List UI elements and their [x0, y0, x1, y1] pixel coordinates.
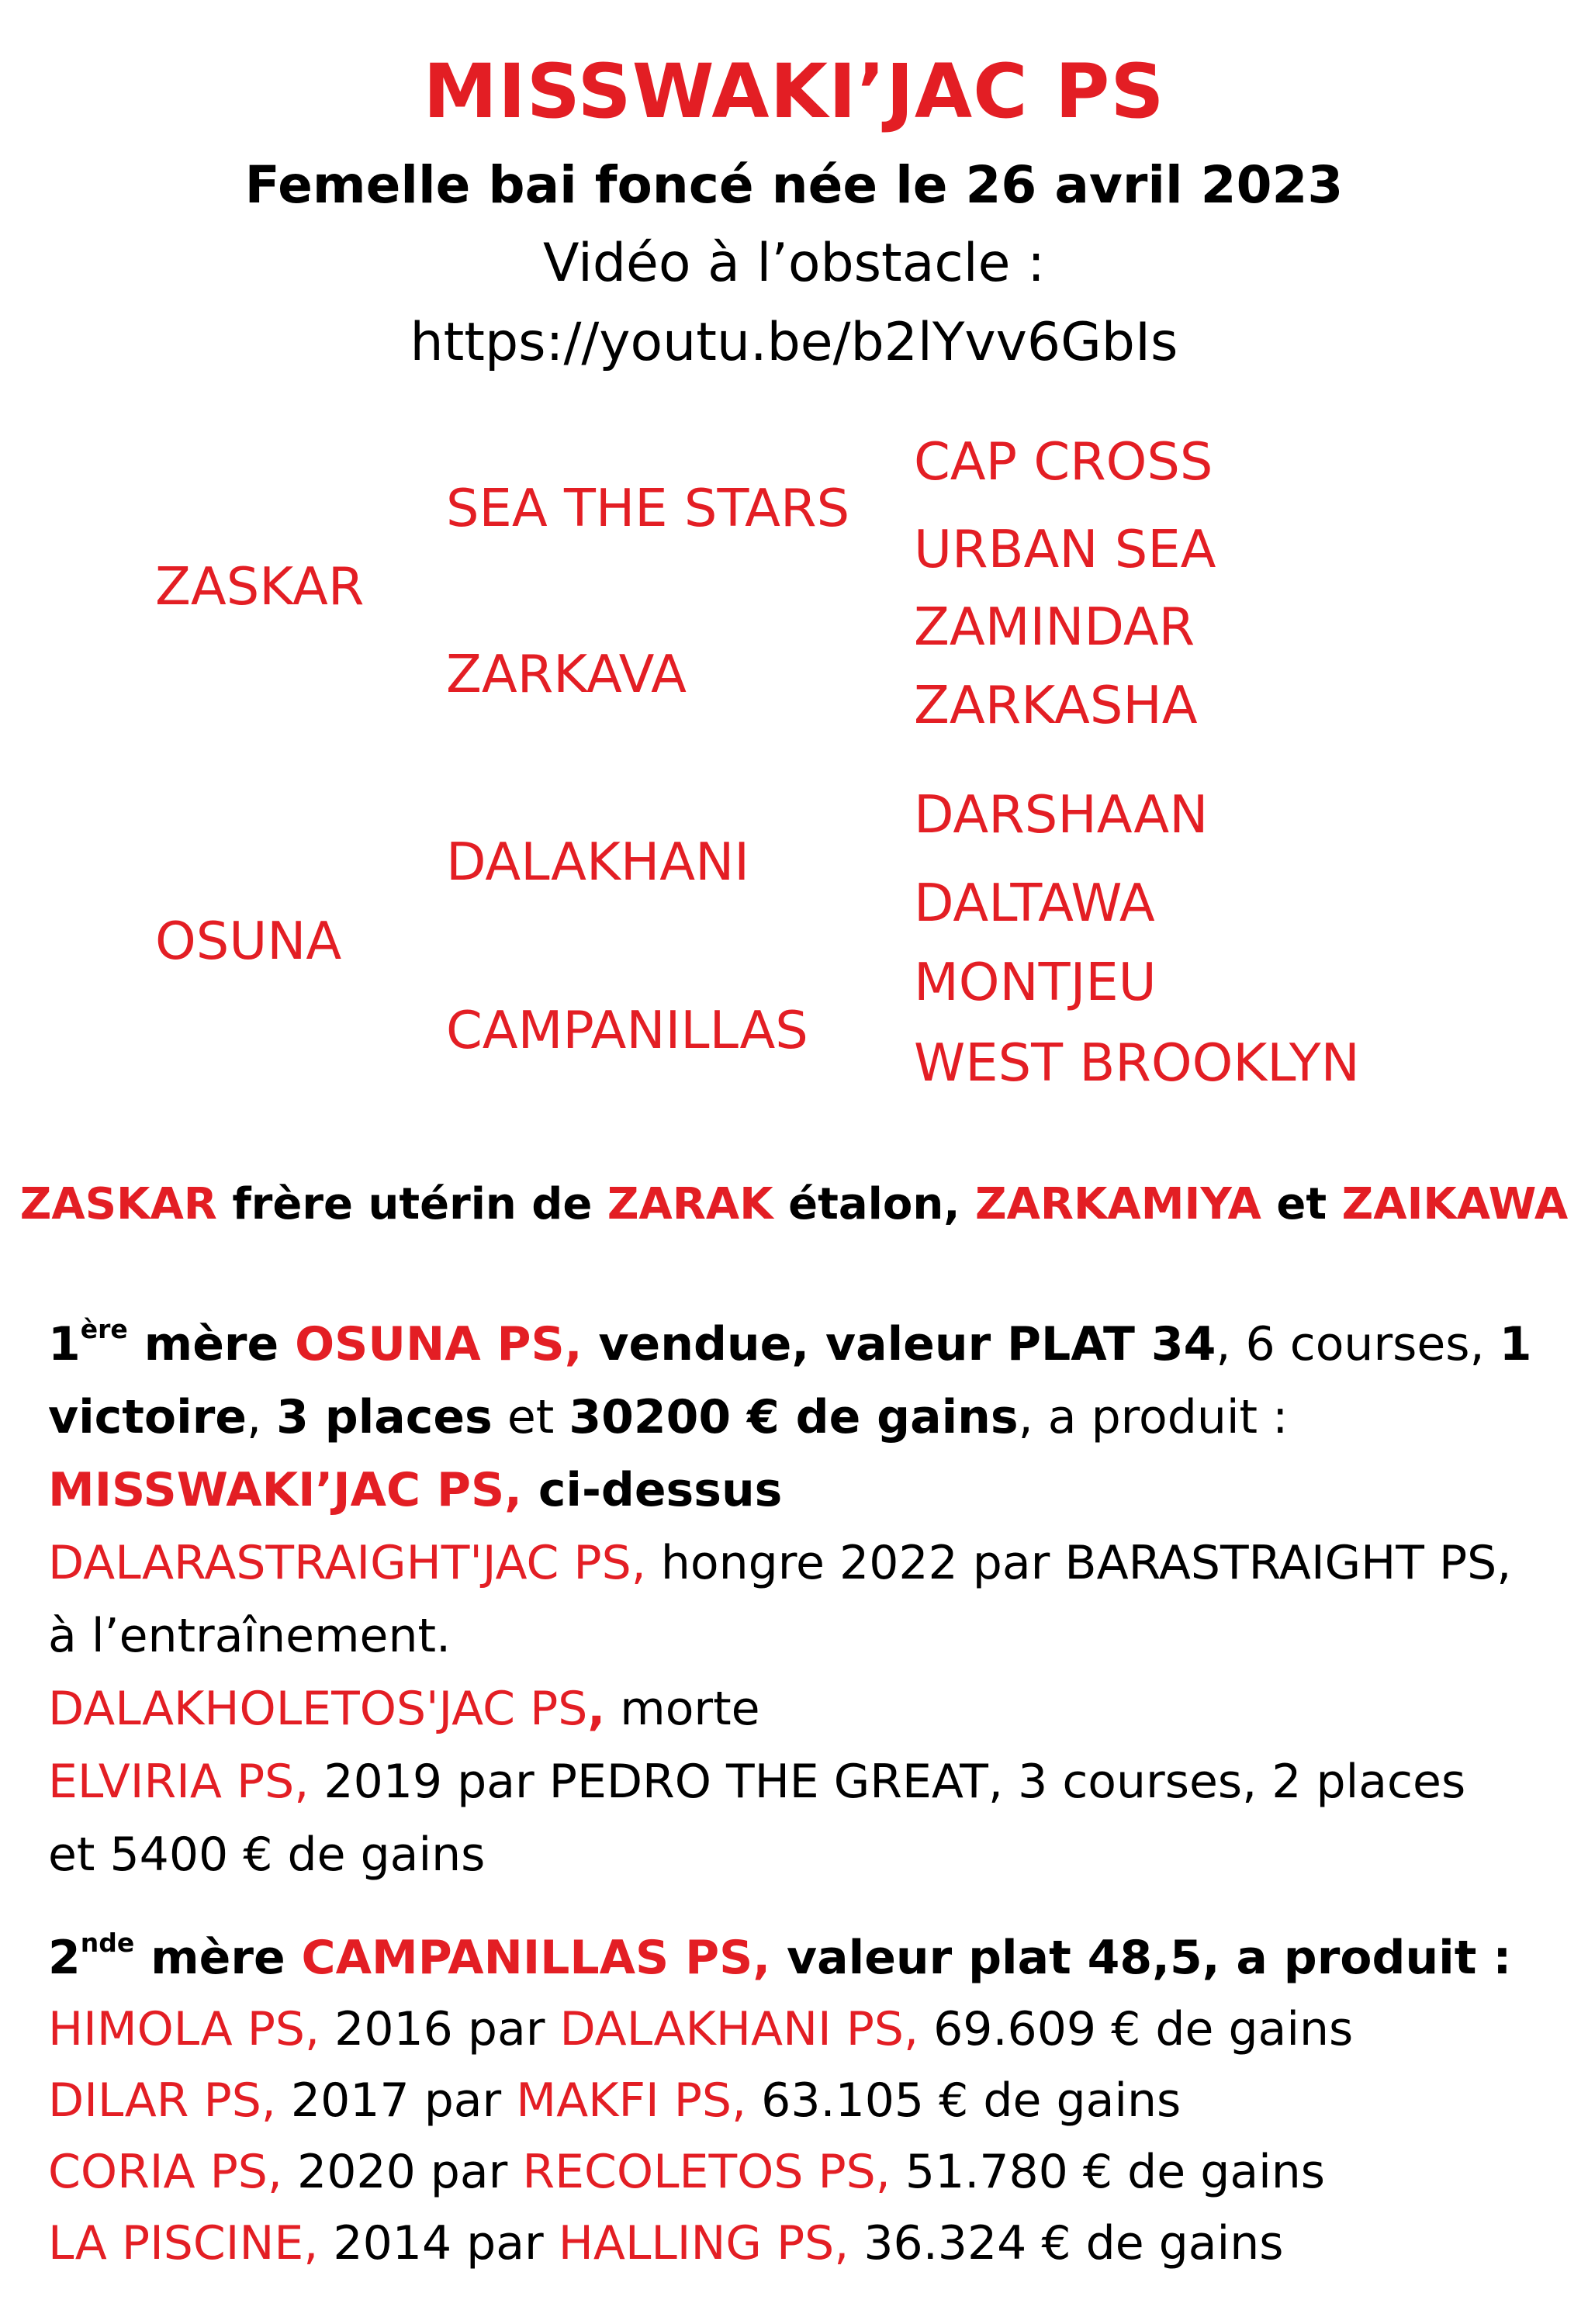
- produce-sire: MAKFI PS,: [516, 2073, 747, 2128]
- pedigree-sire-sire-dam: URBAN SEA: [914, 519, 1216, 579]
- pedigree-sire-dam: ZARKAVA: [446, 644, 687, 704]
- produce-earnings: 69.609 € de gains: [919, 2002, 1354, 2056]
- produce-year: 2020 par: [282, 2145, 523, 2199]
- produce-earnings: 36.324 € de gains: [849, 2216, 1284, 2270]
- first-dam-earnings: 30200 € de gains: [569, 1390, 1019, 1444]
- pedigree-dam-dam-sire: MONTJEU: [914, 952, 1157, 1012]
- produce-name: ELVIRIA PS,: [48, 1755, 310, 1809]
- produce-name: CORIA PS,: [48, 2145, 282, 2199]
- produce-sire: RECOLETOS PS,: [522, 2145, 891, 2199]
- second-dam-num: 2: [48, 1931, 81, 1985]
- sire-note-text3: et: [1261, 1179, 1342, 1229]
- produce-item: [48, 2136, 1553, 2208]
- page-title: MISSWAKI’JAC PS: [423, 48, 1165, 135]
- first-dam-heading-line1: [48, 1308, 1553, 1381]
- first-dam-value: vendue, valeur PLAT 34: [582, 1317, 1216, 1371]
- produce-text-cont: à l’entraînement.: [48, 1609, 451, 1663]
- produce-year: 2016 par: [320, 2002, 560, 2056]
- sire-note: [0, 1179, 1588, 1229]
- produce-year: 2017 par: [275, 2073, 517, 2128]
- produce-text: hongre 2022 par BARASTRAIGHT PS,: [645, 1536, 1512, 1590]
- first-dam-section: [48, 1308, 1553, 1891]
- produce-item-cont: [48, 1599, 1553, 1672]
- produce-text-cont: et 5400 € de gains: [48, 1828, 486, 1882]
- second-dam-section: [48, 1922, 1553, 2279]
- first-dam-wins-count: 1: [1499, 1317, 1532, 1371]
- page-subtitle: Femelle bai foncé née le 26 avril 2023: [244, 155, 1344, 215]
- pedigree-sire-dam-sire: ZAMINDAR: [914, 597, 1195, 657]
- pedigree-dam-sire-sire: DARSHAAN: [914, 784, 1209, 845]
- produce-name: MISSWAKI’JAC PS,: [48, 1463, 522, 1517]
- sire-note-text: frère utérin de: [216, 1179, 607, 1229]
- pedigree-sire: ZASKAR: [155, 556, 365, 617]
- pedigree-dam: OSUNA: [155, 911, 342, 971]
- produce-sire: HALLING PS,: [558, 2216, 849, 2270]
- produce-text: 2019 par PEDRO THE GREAT, 3 courses, 2 places: [309, 1755, 1466, 1809]
- first-dam-places: 3 places: [276, 1390, 493, 1444]
- produce-earnings: 51.780 € de gains: [890, 2145, 1326, 2199]
- second-dam-label: mère: [134, 1931, 302, 1985]
- produce-text: ci-dessus: [521, 1463, 783, 1517]
- produce-item: [48, 1994, 1553, 2065]
- produce-item: [48, 2065, 1553, 2136]
- first-dam-races: , 6 courses,: [1216, 1317, 1500, 1371]
- produce-item: [48, 1672, 1553, 1745]
- first-dam-sep: ,: [247, 1390, 277, 1444]
- first-dam-heading-line2: [48, 1381, 1553, 1454]
- pedigree-dam-dam: CAMPANILLAS: [446, 1000, 808, 1060]
- first-dam-name: OSUNA PS,: [295, 1317, 583, 1371]
- produce-item-cont: [48, 1818, 1553, 1891]
- pedigree-sire-sire-sire: CAP CROSS: [914, 431, 1213, 492]
- first-dam-num: 1: [48, 1317, 81, 1371]
- sire-note-text2: étalon,: [773, 1179, 975, 1229]
- pedigree-dam-sire: DALAKHANI: [446, 832, 749, 892]
- second-dam-sup: nde: [80, 1927, 135, 1958]
- pedigree-dam-dam-dam: WEST BROOKLYN: [914, 1032, 1360, 1093]
- second-dam-heading: [48, 1922, 1553, 1994]
- produce-item: [48, 1527, 1553, 1599]
- first-dam-and: et: [492, 1390, 569, 1444]
- produce-item: [48, 1454, 1553, 1527]
- video-label: Vidéo à l’obstacle :: [542, 233, 1046, 294]
- pedigree-sire-dam-dam: ZARKASHA: [914, 675, 1198, 735]
- produce-item: [48, 2208, 1553, 2279]
- produce-name: HIMOLA PS,: [48, 2002, 320, 2056]
- produce-comma: ,: [587, 1682, 606, 1736]
- second-dam-text: valeur plat 48,5, a produit :: [770, 1931, 1512, 1985]
- sire-note-name3: ZARKAMIYA: [974, 1179, 1261, 1229]
- first-dam-wins-label: victoire: [48, 1390, 247, 1444]
- produce-name: DALAKHOLETOS'JAC PS: [48, 1682, 588, 1736]
- sire-note-name: ZASKAR: [19, 1179, 217, 1229]
- first-dam-produced: , a produit :: [1018, 1390, 1289, 1444]
- produce-year: 2014 par: [318, 2216, 559, 2270]
- pedigree-dam-sire-dam: DALTAWA: [914, 873, 1155, 933]
- sire-note-name2: ZARAK: [607, 1179, 773, 1229]
- pedigree-sire-sire: SEA THE STARS: [446, 478, 850, 538]
- produce-name: DALARASTRAIGHT'JAC PS,: [48, 1536, 646, 1590]
- produce-earnings: 63.105 € de gains: [746, 2073, 1181, 2128]
- first-dam-label: mère: [127, 1317, 296, 1371]
- second-dam-name: CAMPANILLAS PS,: [301, 1931, 771, 1985]
- produce-item: [48, 1745, 1553, 1818]
- produce-name: DILAR PS,: [48, 2073, 276, 2128]
- first-dam-sup: ère: [80, 1313, 128, 1344]
- sire-note-name4: ZAIKAWA: [1341, 1179, 1569, 1229]
- produce-name: LA PISCINE,: [48, 2216, 319, 2270]
- video-link[interactable]: https://youtu.be/b2lYvv6GbIs: [410, 312, 1178, 373]
- produce-text: morte: [605, 1682, 760, 1736]
- produce-sire: DALAKHANI PS,: [559, 2002, 919, 2056]
